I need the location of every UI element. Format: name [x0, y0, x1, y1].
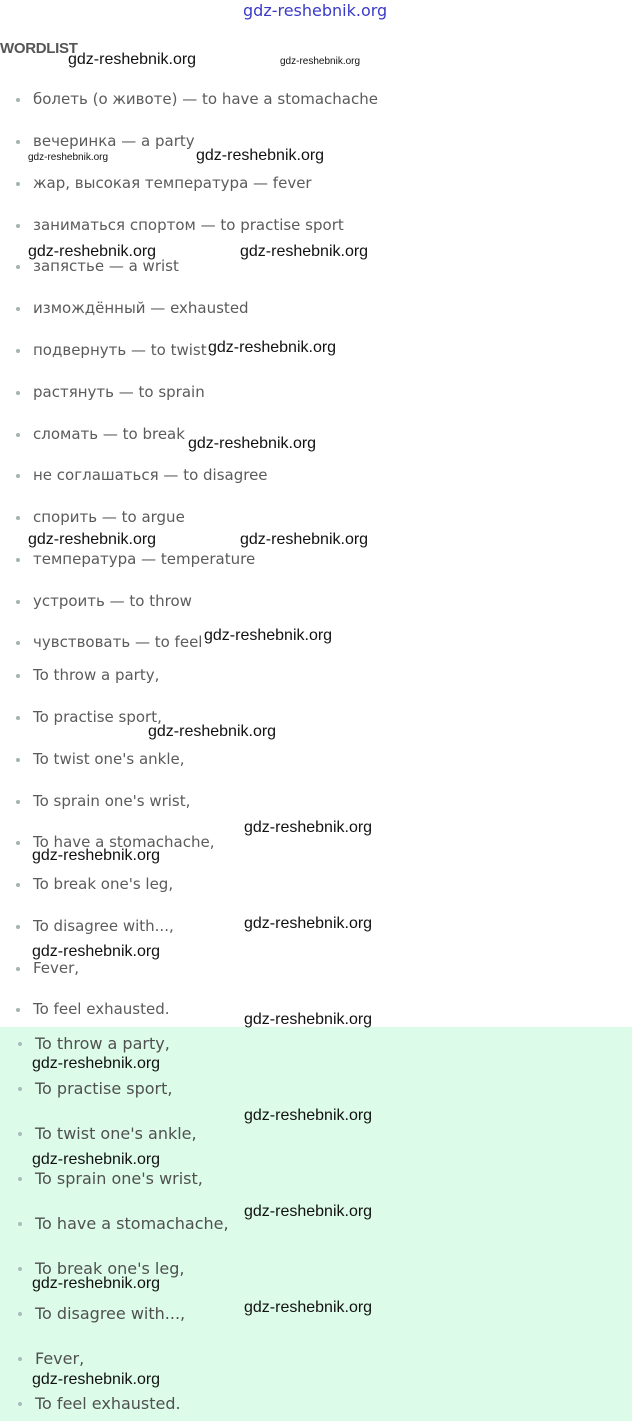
list-item-text: температура — temperature — [33, 550, 256, 568]
watermark: gdz-reshebnik.org — [244, 1107, 373, 1124]
phrase-item — [0, 708, 600, 730]
list-item — [0, 174, 600, 196]
watermark: gdz-reshebnik.org — [208, 339, 337, 356]
phrase-text: To have a stomachache, — [33, 833, 215, 851]
list-item-text: сломать — to break — [33, 425, 185, 443]
bullet-icon — [18, 1132, 22, 1136]
bullet-icon — [18, 1042, 22, 1046]
list-item-text: запястье — a wrist — [33, 257, 179, 275]
phrase-item — [0, 959, 600, 981]
bullet-icon — [16, 224, 20, 228]
answer-text: To disagree with..., — [35, 1304, 186, 1323]
watermark: gdz-reshebnik.org — [28, 152, 109, 163]
list-item-text: чувствовать — to feel — [33, 633, 203, 651]
header-site-link[interactable]: gdz-reshebnik.org — [243, 1, 388, 20]
list-item-text: не соглашаться — to disagree — [33, 466, 268, 484]
answer-box — [0, 1027, 632, 1421]
list-item — [0, 508, 600, 530]
bullet-icon — [16, 433, 20, 437]
bullet-icon — [16, 967, 20, 971]
watermark: gdz-reshebnik.org — [244, 1299, 373, 1316]
bullet-icon — [18, 1222, 22, 1226]
list-item-text: устроить — to throw — [33, 592, 192, 610]
bullet-icon — [16, 391, 20, 395]
watermark: gdz-reshebnik.org — [32, 943, 161, 960]
answer-text: To feel exhausted. — [35, 1394, 181, 1413]
list-item-text: жар, высокая температура — fever — [33, 174, 312, 192]
watermark: gdz-reshebnik.org — [244, 1203, 373, 1220]
bullet-icon — [16, 516, 20, 520]
watermark: gdz-reshebnik.org — [28, 243, 157, 260]
answer-text: Fever, — [35, 1349, 85, 1368]
bullet-icon — [18, 1357, 22, 1361]
phrase-text: To sprain one's wrist, — [33, 792, 191, 810]
watermark: gdz-reshebnik.org — [32, 1151, 161, 1168]
list-item-text: болеть (о животе) — to have a stomachache — [33, 90, 378, 108]
bullet-icon — [18, 1402, 22, 1406]
phrase-text: To practise sport, — [33, 708, 162, 726]
bullet-icon — [16, 307, 20, 311]
bullet-icon — [16, 716, 20, 720]
list-item-text: измождённый — exhausted — [33, 299, 249, 317]
watermark: gdz-reshebnik.org — [32, 1275, 161, 1292]
bullet-icon — [16, 925, 20, 929]
bullet-icon — [16, 1008, 20, 1012]
answer-text: To throw a party, — [35, 1034, 170, 1053]
watermark: gdz-reshebnik.org — [244, 915, 373, 932]
bullet-icon — [16, 182, 20, 186]
phrase-item — [0, 750, 600, 772]
bullet-icon — [16, 349, 20, 353]
watermark: gdz-reshebnik.org — [32, 1371, 161, 1388]
answer-text: To have a stomachache, — [35, 1214, 229, 1233]
watermark: gdz-reshebnik.org — [32, 847, 161, 864]
wordlist-title: WORDLIST — [0, 40, 78, 57]
answer-item — [0, 1034, 600, 1056]
list-item — [0, 216, 600, 238]
phrase-item — [0, 792, 600, 814]
bullet-icon — [16, 474, 20, 478]
watermark: gdz-reshebnik.org — [244, 1011, 373, 1028]
list-item — [0, 466, 600, 488]
list-item-text: спорить — to argue — [33, 508, 185, 526]
bullet-icon — [16, 641, 20, 645]
bullet-icon — [16, 758, 20, 762]
bullet-icon — [16, 265, 20, 269]
watermark: gdz-reshebnik.org — [240, 531, 369, 548]
answer-item — [0, 1169, 600, 1191]
bullet-icon — [16, 140, 20, 144]
list-item — [0, 299, 600, 321]
phrase-text: To disagree with..., — [33, 917, 174, 935]
list-item — [0, 550, 600, 572]
phrase-text: Fever, — [33, 959, 80, 977]
bullet-icon — [16, 841, 20, 845]
watermark: gdz-reshebnik.org — [32, 1055, 161, 1072]
list-item-text: вечеринка — a party — [33, 132, 195, 150]
answer-item — [0, 1349, 600, 1371]
phrase-item — [0, 666, 600, 688]
watermark: gdz-reshebnik.org — [240, 243, 369, 260]
bullet-icon — [16, 600, 20, 604]
bullet-icon — [16, 558, 20, 562]
answer-item — [0, 1124, 600, 1146]
watermark: gdz-reshebnik.org — [204, 627, 333, 644]
watermark: gdz-reshebnik.org — [196, 147, 325, 164]
list-item — [0, 383, 600, 405]
list-item-text: заниматься спортом — to practise sport — [33, 216, 344, 234]
phrase-text: To break one's leg, — [33, 875, 174, 893]
answer-text: To sprain one's wrist, — [35, 1169, 203, 1188]
watermark: gdz-reshebnik.org — [28, 531, 157, 548]
watermark: gdz-reshebnik.org — [148, 723, 277, 740]
bullet-icon — [16, 98, 20, 102]
bullet-icon — [16, 883, 20, 887]
bullet-icon — [18, 1177, 22, 1181]
phrase-item — [0, 875, 600, 897]
answer-text: To practise sport, — [35, 1079, 173, 1098]
phrase-text: To feel exhausted. — [33, 1000, 170, 1018]
list-item-text: подвернуть — to twist — [33, 341, 207, 359]
bullet-icon — [18, 1267, 22, 1271]
bullet-icon — [16, 800, 20, 804]
answer-text: To break one's leg, — [35, 1259, 185, 1278]
watermark: gdz-reshebnik.org — [188, 435, 317, 452]
watermark: gdz-reshebnik.org — [68, 51, 197, 68]
bullet-icon — [16, 674, 20, 678]
answer-item — [0, 1394, 600, 1416]
answer-text: To twist one's ankle, — [35, 1124, 197, 1143]
answer-item — [0, 1079, 600, 1101]
phrase-text: To throw a party, — [33, 666, 160, 684]
list-item — [0, 592, 600, 614]
bullet-icon — [18, 1312, 22, 1316]
phrase-text: To twist one's ankle, — [33, 750, 185, 768]
list-item-text: растянуть — to sprain — [33, 383, 205, 401]
watermark: gdz-reshebnik.org — [244, 819, 373, 836]
bullet-icon — [18, 1087, 22, 1091]
list-item — [0, 90, 600, 112]
watermark: gdz-reshebnik.org — [280, 56, 361, 67]
